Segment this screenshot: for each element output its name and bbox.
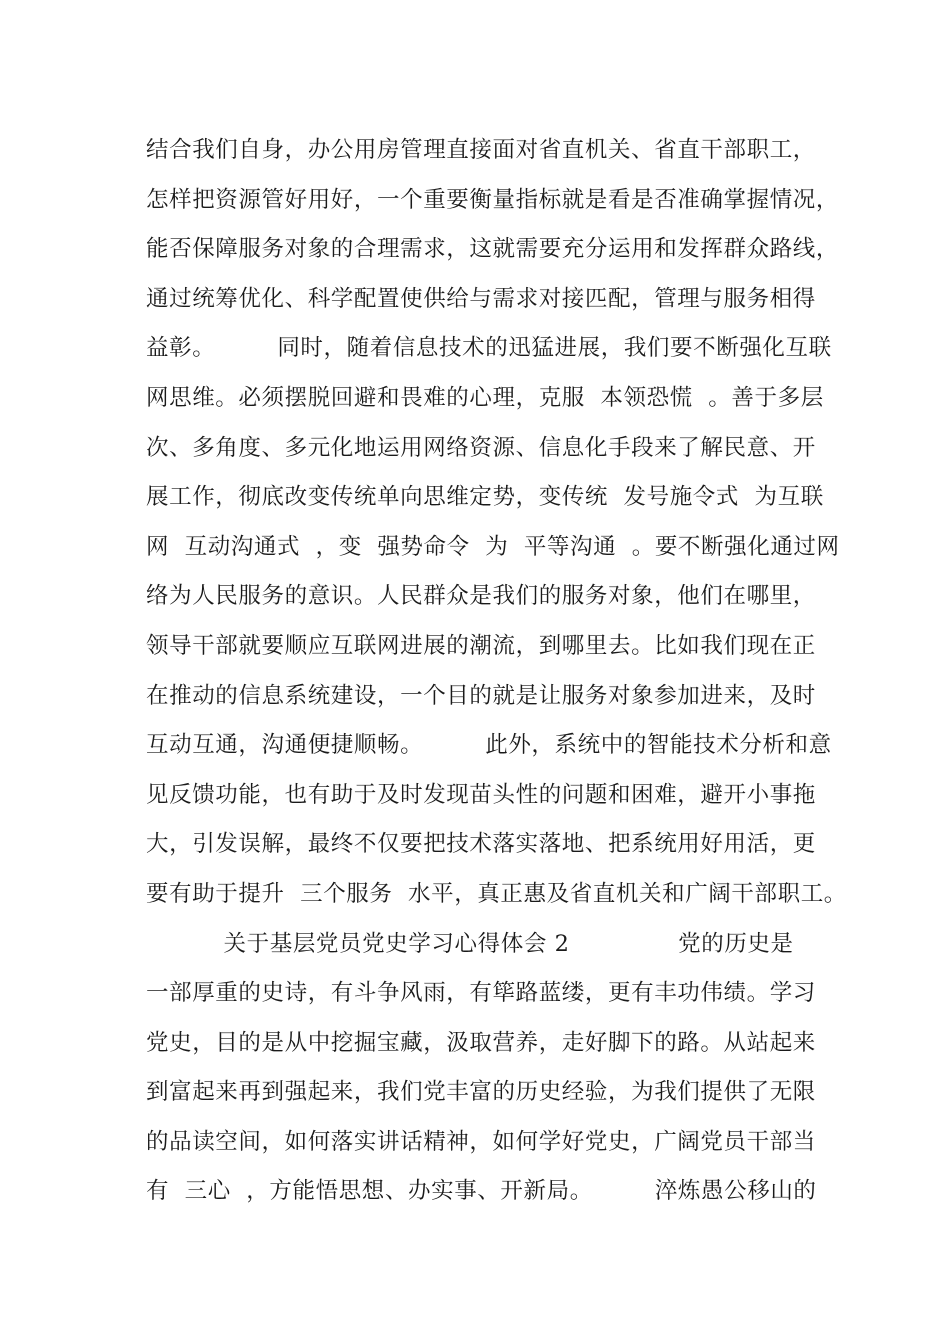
- text-line: 一部厚重的史诗，有斗争风雨，有筚路蓝缕，更有丰功伟绩。学习: [146, 980, 816, 1007]
- text-line: 要有助于提升 三个服务 水平，真正惠及省直机关和广阔干部职工。: [146, 880, 847, 907]
- text-line: 络为人民服务的意识。人民群众是我们的服务对象，他们在哪里，: [146, 583, 816, 610]
- text-line: 见反馈功能，也有助于及时发现苗头性的问题和困难，避开小事拖: [146, 781, 816, 808]
- text-line: 在推动的信息系统建设，一个目的就是让服务对象参加进来，及时: [146, 682, 816, 709]
- text-line: 益彰。 同时，随着信息技术的迅猛进展，我们要不断强化互联: [146, 335, 832, 362]
- text-line: 次、多角度、多元化地运用网络资源、信息化手段来了解民意、开: [146, 434, 816, 461]
- text-line: 网思维。必须摆脱回避和畏难的心理，克服 本领恐慌 。善于多层: [146, 384, 824, 411]
- text-line: 党史，目的是从中挖掘宝藏，汲取营养，走好脚下的路。从站起来: [146, 1029, 816, 1056]
- body-text: [146, 126, 847, 1217]
- text-line: 能否保障服务对象的合理需求，这就需要充分运用和发挥群众路线，: [146, 236, 840, 263]
- text-line: 结合我们自身，办公用房管理直接面对省直机关、省直干部职工，: [146, 137, 816, 163]
- text-line: 有 三心 ，方能悟思想、办实事、开新局。 淬炼愚公移山的: [146, 1178, 817, 1205]
- section-heading-line: 关于基层党员党史学习心得体会 2 党的历史是: [146, 930, 794, 957]
- text-line: 互动互通，沟通便捷顺畅。 此外，系统中的智能技术分析和意: [146, 732, 832, 759]
- text-line: 的品读空间，如何落实讲话精神，如何学好党史，广阔党员干部当: [146, 1128, 816, 1155]
- text-line: 到富起来再到强起来，我们党丰富的历史经验，为我们提供了无限: [146, 1079, 816, 1106]
- text-line: 大，引发误解，最终不仅要把技术落实落地、把系统用好用活，更: [146, 831, 816, 858]
- text-line: 网 互动沟通式 ，变 强势命令 为 平等沟通 。要不断强化通过网: [146, 533, 840, 560]
- text-line: 领导干部就要顺应互联网进展的潮流，到哪里去。比如我们现在正: [146, 632, 816, 659]
- text-line: 通过统筹优化、科学配置使供给与需求对接匹配，管理与服务相得: [146, 285, 816, 312]
- text-line: 怎样把资源管好用好，一个重要衡量指标就是看是否准确掌握情况，: [146, 186, 840, 213]
- text-line: 展工作，彻底改变传统单向思维定势，变传统 发号施令式 为互联: [146, 484, 824, 511]
